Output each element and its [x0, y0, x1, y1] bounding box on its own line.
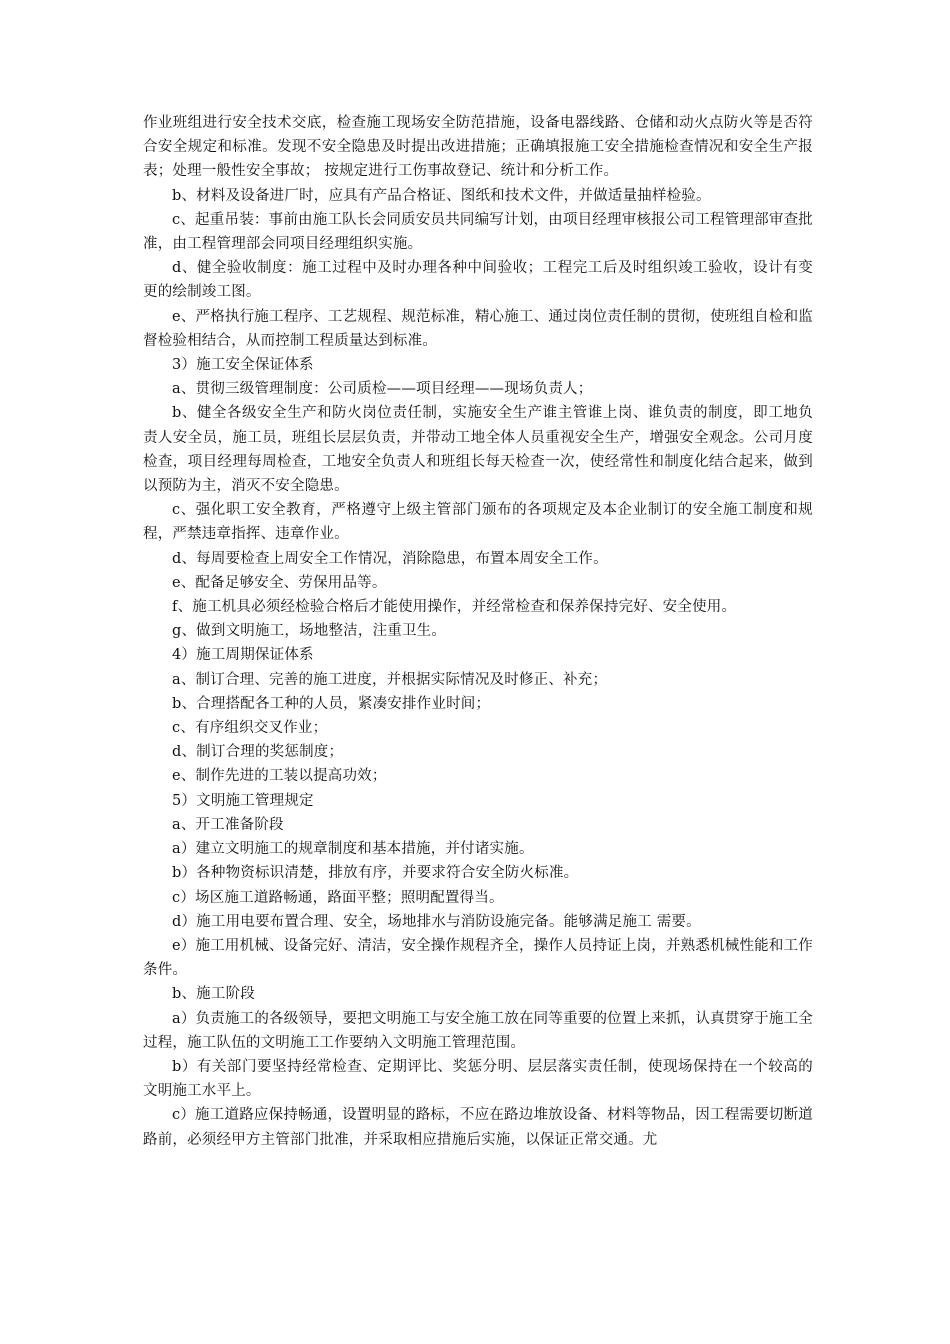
- paragraph: g、做到文明施工，场地整洁，注重卫生。: [172, 623, 447, 640]
- paragraph: a）建立文明施工的规章制度和基本措施，并付诸实施。: [172, 841, 534, 858]
- subsection-heading: a、开工准备阶段: [172, 816, 284, 833]
- paragraph: d、健全验收制度：施工过程中及时办理各种中间验收；工程完工后及时组织竣工验收，设计有变更的绘制竣工图。: [143, 260, 813, 301]
- paragraph: e、严格执行施工程序、工艺规程、规范标准，精心施工、通过岗位责任制的贯彻，使班组自检和监督检验相结合，从而控制工程质量达到标准。: [143, 308, 813, 349]
- paragraph: d、每周要检查上周安全工作情况，消除隐患，布置本周安全工作。: [172, 550, 608, 567]
- paragraph: d、制订合理的奖惩制度；: [172, 744, 344, 761]
- paragraph: b、合理搭配各工种的人员，紧凑安排作业时间；: [172, 695, 491, 712]
- paragraph: 作业班组进行安全技术交底，检查施工现场安全防范措施，设备电器线路、仓储和动火点防火等是否符合安全规定和标准。发现不安全隐患及时提出改进措施；正确填报施工安全措施检查情况和安全生产报表；处理一般性安全事故； 按规定进行工伤事故登记、统计和分析工作。: [143, 115, 813, 180]
- section-heading: 3）施工安全保证体系: [172, 357, 314, 374]
- paragraph: b、健全各级安全生产和防火岗位责任制，实施安全生产谁主管谁上岗、谁负责的制度，即工地负责人安全员，施工员，班组长层层负责，并带动工地全体人员重视安全生产，增强安全观念。公司月度检查，项目经理每周检查，工地安全负责人和班组长每天检查一次，使经常性和制度化结合起来，做到以预防为主，消灭不安全隐患。: [143, 405, 813, 495]
- paragraph: a、制订合理、完善的施工进度，并根据实际情况及时修正、补充；: [172, 671, 608, 688]
- paragraph: a）负责施工的各级领导，要把文明施工与安全施工放在同等重要的位置上来抓，认真贯穿于施工全过程，施工队伍的文明施工工作要纳入文明施工管理范围。: [143, 1010, 813, 1051]
- paragraph: b）各种物资标识清楚，排放有序，并要求符合安全防火标准。: [172, 865, 579, 882]
- paragraph: e、制作先进的工装以提高功效；: [172, 768, 387, 785]
- paragraph: c）施工道路应保持畅通，设置明显的路标，不应在路边堆放设备、材料等物品，因工程需要切断道路前，必须经甲方主管部门批准，并采取相应措施后实施，以保证正常交通。尤: [143, 1107, 813, 1148]
- section-heading: 5）文明施工管理规定: [172, 792, 314, 809]
- document-body: [143, 111, 813, 1152]
- paragraph: e、配备足够安全、劳保用品等。: [172, 574, 387, 591]
- paragraph: a、贯彻三级管理制度：公司质检——项目经理——现场负责人；: [172, 381, 593, 398]
- paragraph: e）施工用机械、设备完好、清洁，安全操作规程齐全，操作人员持证上岗，并熟悉机械性能和工作条件。: [143, 937, 813, 979]
- paragraph: c、有序组织交叉作业；: [172, 720, 328, 737]
- section-heading: 4）施工周期保证体系: [172, 647, 314, 664]
- paragraph: c、起重吊装：事前由施工队长会同质安员共同编写计划，由项目经理审核报公司工程管理部审查批准，由工程管理部会同项目经理组织实施。: [143, 211, 813, 253]
- paragraph: c、强化职工安全教育，严格遵守上级主管部门颁布的各项规定及本企业制订的安全施工制度和规程，严禁违章指挥、违章作业。: [143, 502, 813, 543]
- paragraph: d）施工用电要布置合理、安全，场地排水与消防设施完备。能够满足施工 需要。: [172, 913, 701, 930]
- paragraph: f、施工机具必须经检验合格后才能使用操作，并经常检查和保养保持完好、安全使用。: [172, 599, 737, 616]
- paragraph: b）有关部门要坚持经常检查、定期评比、奖惩分明、层层落实责任制，使现场保持在一个较高的文明施工水平上。: [143, 1058, 813, 1100]
- subsection-heading: b、施工阶段: [172, 986, 255, 1003]
- paragraph: b、材料及设备进厂时，应具有产品合格证、图纸和技术文件，并做适量抽样检验。: [172, 187, 711, 204]
- paragraph: c）场区施工道路畅通，路面平整；照明配置得当。: [172, 889, 504, 906]
